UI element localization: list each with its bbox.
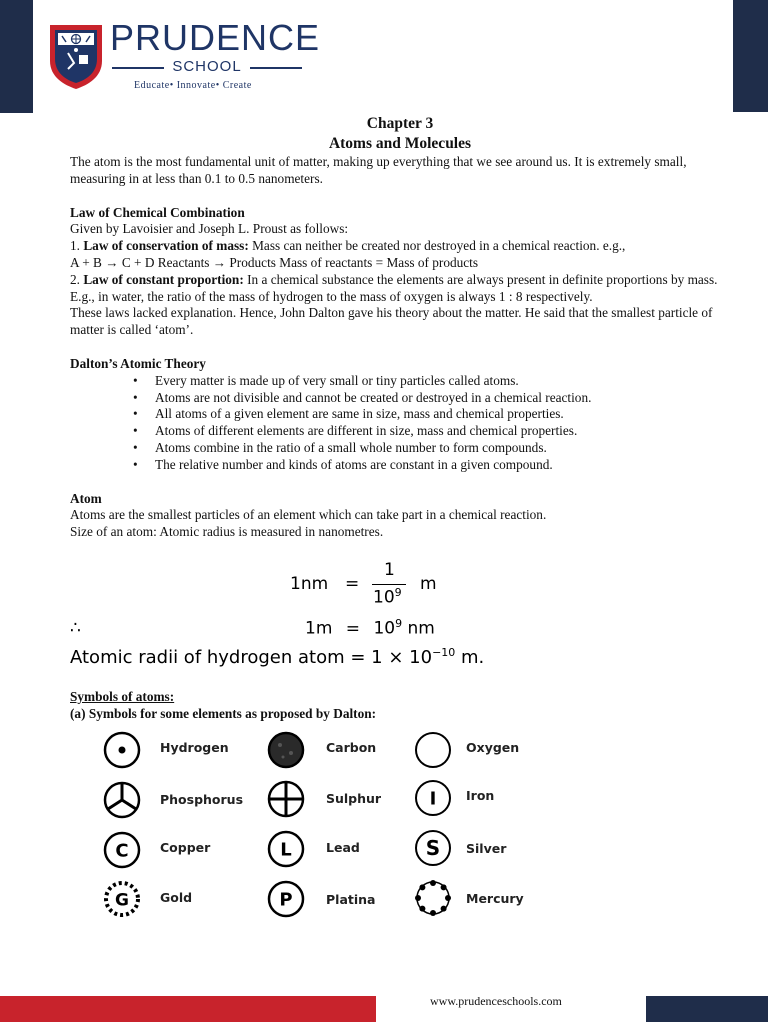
lead-letter: L [280, 839, 292, 861]
formula-nm-unit: m [420, 574, 437, 594]
formula-nm-numerator: 1 [384, 560, 395, 580]
law1-number: 1. [70, 238, 80, 254]
header-left-bar [0, 0, 33, 113]
formula-m [305, 617, 435, 639]
formula-nm-denominator [373, 586, 402, 608]
shield-icon [48, 23, 104, 91]
list-item: • Atoms combine in the ratio of a small whole number to form compounds. [70, 440, 730, 457]
hydrogen-radius-text: Atomic radii of hydrogen atom = 1 × 10 [70, 647, 433, 668]
element-label: Silver [466, 841, 507, 856]
law1-example: A + B → C + D Reactants → Products Mass of reactants = Mass of products [70, 254, 479, 270]
iron-letter: I [429, 788, 437, 810]
school-row [112, 58, 302, 78]
element-label: Phosphorus [160, 792, 244, 807]
lead-icon [267, 830, 305, 868]
chapter-number: Chapter 3 [366, 115, 434, 132]
silver-icon [414, 829, 452, 867]
symbols-heading: Symbols of atoms: [70, 689, 175, 704]
element-label: Lead [326, 840, 360, 855]
denominator-base: 10 [373, 587, 395, 608]
intro-paragraph: The atom is the most fundamental unit of matter, making up everything that we see around us. It is extremely small, measuring in at less than 0.1 to 0.5 nanometers. [70, 154, 687, 186]
phosphorus-icon [103, 781, 141, 819]
copper-letter: C [115, 840, 129, 862]
law2-text: In a chemical substance the elements are always present in definite proportions by mass. [243, 271, 718, 287]
law2-number: 2. [70, 271, 80, 287]
platina-icon [267, 880, 305, 918]
dalton-intro: These laws lacked explanation. Hence, John Dalton gave his theory about the matter. He said that the smallest particle of matter is called ‘atom’. [70, 305, 713, 338]
law-given-by: Given by Lavoisier and Joseph L. Proust as follows: [70, 221, 349, 237]
school-label: SCHOOL [172, 58, 242, 75]
element-label: Mercury [466, 891, 524, 906]
formula-nm-lhs: 1nm [290, 574, 329, 594]
law-heading: Law of Chemical Combination [70, 204, 245, 220]
footer-navy-bar [646, 996, 768, 1022]
footer-red-bar [0, 996, 376, 1022]
element-label: Gold [160, 890, 193, 905]
dalton-theory-heading: Dalton’s Atomic Theory [70, 355, 206, 371]
mercury-icon [414, 879, 452, 917]
fraction-bar [372, 584, 406, 585]
gold-icon [103, 880, 141, 918]
law1-text: Mass can neither be created nor destroyed in a chemical reaction. e.g., [248, 238, 626, 254]
law2-name: Law of constant proportion: [83, 271, 244, 287]
dalton-theory-list [70, 373, 730, 474]
dalton-symbols-grid [100, 728, 560, 928]
element-label: Oxygen [466, 740, 520, 755]
formula-m-eq: = [345, 618, 361, 639]
symbols-subheading: (a) Symbols for some elements as proposed by Dalton: [70, 706, 377, 721]
element-label: Carbon [326, 740, 377, 755]
water-example: E.g., in water, the ratio of the mass of hydrogen to the mass of oxygen is always 1 : 8 respectively. [70, 288, 593, 304]
oxygen-icon [414, 731, 452, 769]
copper-icon [103, 831, 141, 869]
list-item: • Every matter is made up of very small or tiny particles called atoms. [70, 373, 730, 390]
gold-letter: G [115, 890, 129, 911]
document-body [70, 114, 730, 541]
sulphur-icon [267, 780, 305, 818]
atom-heading: Atom [70, 490, 102, 506]
tagline: Educate• Innovate• Create [134, 80, 252, 91]
atom-size: Size of an atom: Atomic radius is measured in nanometres. [70, 524, 384, 540]
denominator-exponent: 9 [394, 586, 402, 599]
school-logo [48, 17, 348, 100]
formula-hydrogen [70, 646, 484, 668]
formula-m-base: 10 [373, 618, 396, 639]
list-item: • Atoms are not divisible and cannot be created or destroyed in a chemical reaction. [70, 390, 730, 407]
law1-name: Law of conservation of mass: [83, 238, 249, 254]
element-label: Copper [160, 840, 211, 855]
chapter-title: Atoms and Molecules [328, 135, 472, 152]
list-item: • The relative number and kinds of atoms are constant in a given compound. [70, 457, 730, 474]
hydrogen-radius-unit: m. [455, 647, 485, 668]
formula-m-unit: nm [407, 618, 435, 639]
atom-definition: Atoms are the smallest particles of an element which can take part in a chemical reaction. [70, 507, 547, 523]
school-divider-right [250, 67, 302, 69]
element-label: Iron [466, 788, 495, 803]
element-label: Platina [326, 892, 376, 907]
header-right-bar [733, 0, 768, 112]
list-item: • All atoms of a given element are same in size, mass and chemical properties. [70, 406, 730, 423]
element-label: Sulphur [326, 791, 382, 806]
law2-paragraph [70, 272, 730, 289]
formula-nm-eq: = [345, 574, 360, 594]
carbon-icon [267, 731, 305, 769]
platina-letter: P [279, 889, 293, 911]
formula-nm [290, 560, 470, 610]
brand-name: PRUDENCE [110, 17, 321, 58]
footer-url: www.prudenceschools.com [430, 994, 562, 1008]
hydrogen-radius-exponent: −10 [432, 646, 456, 659]
formula-m-exponent: 9 [395, 617, 403, 630]
element-label: Hydrogen [160, 740, 229, 755]
list-item: • Atoms of different elements are different in size, mass and chemical properties. [70, 423, 730, 440]
formula-m-lhs: 1m [305, 618, 333, 639]
silver-letter: S [425, 836, 441, 860]
hydrogen-icon [103, 731, 141, 769]
law1-paragraph [70, 238, 730, 255]
iron-icon [414, 779, 452, 817]
therefore-symbol: ∴ [70, 618, 81, 638]
